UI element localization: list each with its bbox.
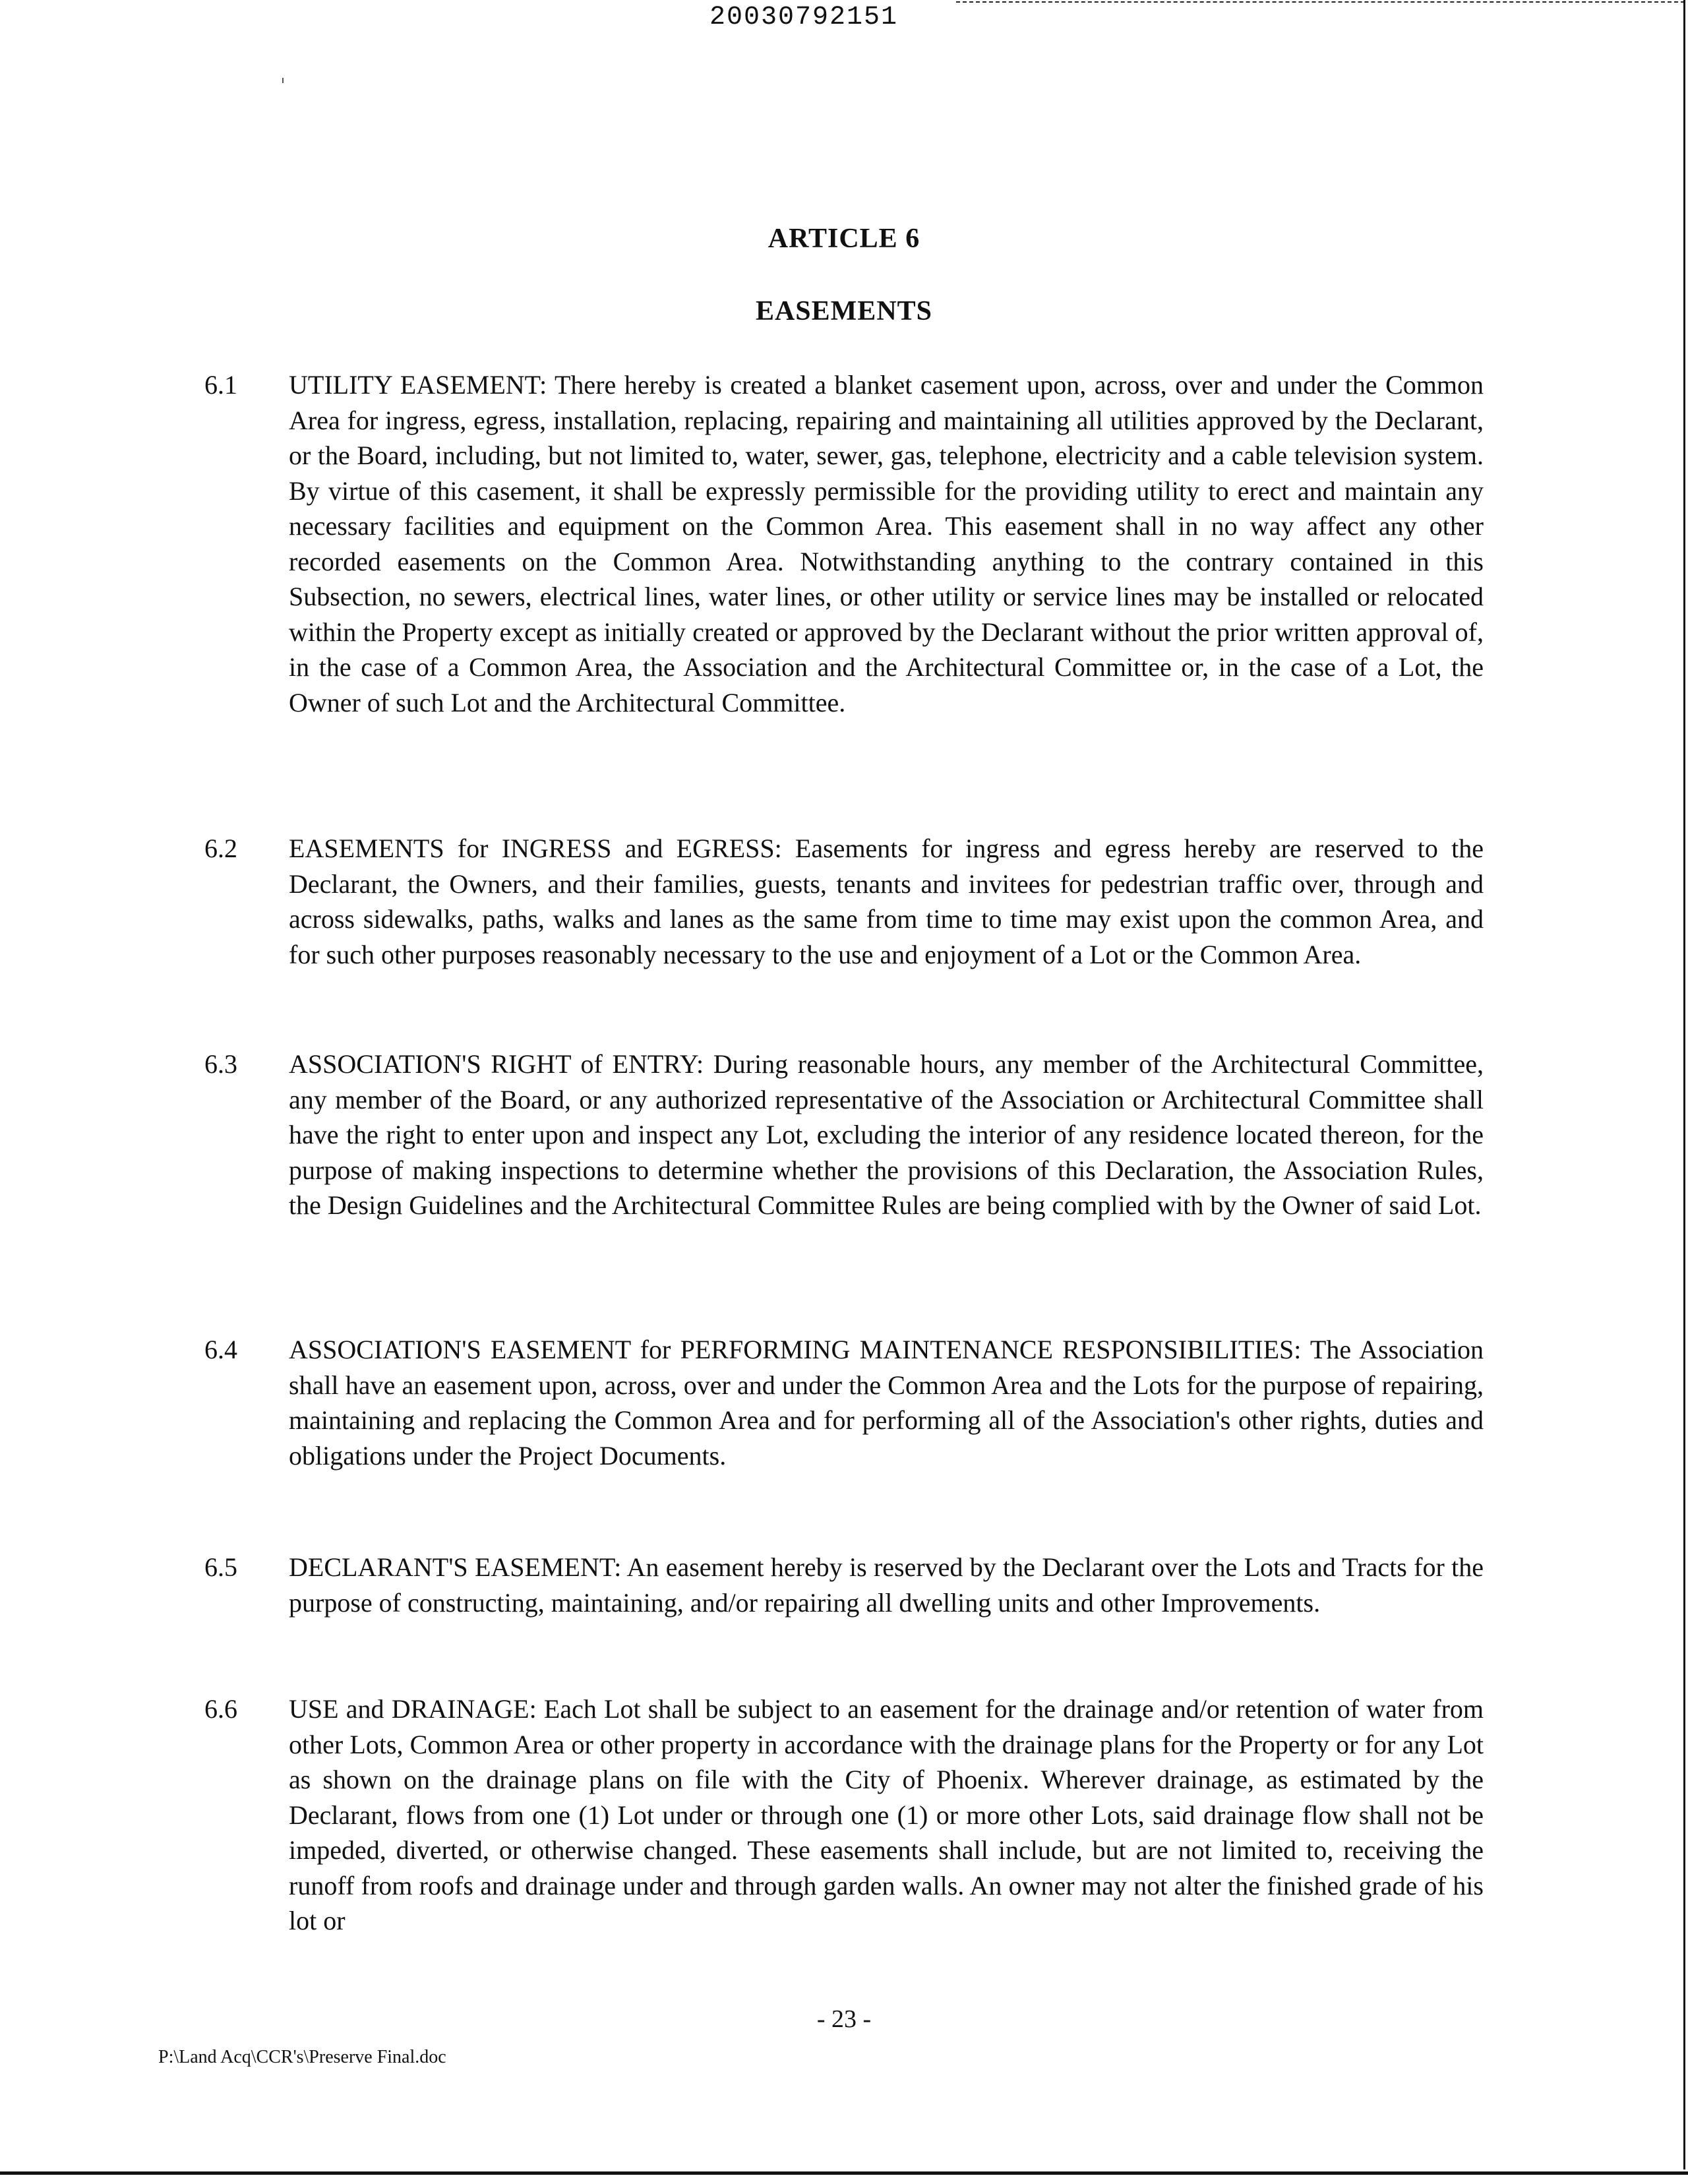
section-6-3 xyxy=(204,1046,1484,1223)
section-number: 6.5 xyxy=(204,1552,237,1582)
section-text: EASEMENTS for INGRESS and EGRESS: Easements for ingress and egress hereby are reserved to the Declarant, the Owners, and their families, guests, tenants and invitees for pedestrian traffic over, through and across sidewalks, paths, walks and lanes as the same from time to time may exist upon the common Area, and for such other purposes reasonably necessary to the use and enjoyment of a Lot or the Common Area. xyxy=(289,834,1484,969)
section-6-6 xyxy=(204,1691,1484,1939)
footer-file-path: P:\Land Acq\CCR's\Preserve Final.doc xyxy=(158,2047,446,2067)
article-title: EASEMENTS xyxy=(755,296,933,326)
recording-number: 20030792151 xyxy=(709,3,899,32)
section-text: ASSOCIATION'S EASEMENT for PERFORMING MAINTENANCE RESPONSIBILITIES: The Association shall have an easement upon, across, over and under the Common Area and the Lots for the purpose of repairing, maintaining and replacing the Common Area and for performing all of the Association's other rights, duties and obligations under the Project Documents. xyxy=(289,1335,1484,1471)
article-heading: ARTICLE 6 xyxy=(768,224,920,254)
section-6-5 xyxy=(204,1550,1484,1620)
section-text: ASSOCIATION'S RIGHT of ENTRY: During reasonable hours, any member of the Architectural Committee, any member of the Board, or any authorized representative of the Association or Architectural Committee shall have the right to enter upon and inspect any Lot, excluding the interior of any residence located thereon, for the purpose of making inspections to determine whether the provisions of this Declaration, the Association Rules, the Design Guidelines and the Architectural Committee Rules are being complied with by the Owner of said Lot. xyxy=(289,1049,1484,1220)
section-text: UTILITY EASEMENT: There hereby is created a blanket casement upon, across, over and under the Common Area for ingress, egress, installation, replacing, repairing and maintaining all utilities approved by the Declarant, or the Board, including, but not limited to, water, sewer, gas, telephone, electricity and a cable television system. By virtue of this casement, it shall be expressly permissible for the providing utility to erect and maintain any necessary facilities and equipment on the Common Area. This easement shall in no way affect any other recorded easements on the Common Area. Notwithstanding anything to the contrary contained in this Subsection, no sewers, electrical lines, water lines, or other utility or service lines may be installed or relocated within the Property except as initially created or approved by the Declarant without the prior written approval of, in the case of a Common Area, the Association and the Architectural Committee or, in the case of a Lot, the Owner of such Lot and the Architectural Committee. xyxy=(289,370,1484,717)
scan-speck xyxy=(282,78,284,83)
section-number: 6.2 xyxy=(204,834,237,863)
section-text: USE and DRAINAGE: Each Lot shall be subject to an easement for the drainage and/or retention of water from other Lots, Common Area or other property in accordance with the drainage plans for the Property or for any Lot as shown on the drainage plans on file with the City of Phoenix. Wherever drainage, as estimated by the Declarant, flows from one (1) Lot under or through one (1) or more other Lots, said drainage flow shall not be impeded, diverted, or otherwise changed. These easements shall include, but are not limited to, receiving the runoff from roofs and drainage under and through garden walls. An owner may not alter the finished grade of his lot or xyxy=(289,1694,1484,1935)
page-number: - 23 - xyxy=(816,2005,872,2033)
section-number: 6.1 xyxy=(204,370,237,400)
section-6-2 xyxy=(204,831,1484,972)
section-6-4 xyxy=(204,1332,1484,1473)
section-number: 6.4 xyxy=(204,1335,237,1364)
scan-edge-top xyxy=(956,1,1685,4)
section-text: DECLARANT'S EASEMENT: An easement hereby is reserved by the Declarant over the Lots and Tracts for the purpose of constructing, maintaining, and/or repairing all dwelling units and other Improvements. xyxy=(289,1552,1484,1618)
section-number: 6.6 xyxy=(204,1694,237,1724)
section-number: 6.3 xyxy=(204,1049,237,1079)
section-6-1 xyxy=(204,367,1484,720)
scan-edge-bottom xyxy=(0,2171,1688,2175)
